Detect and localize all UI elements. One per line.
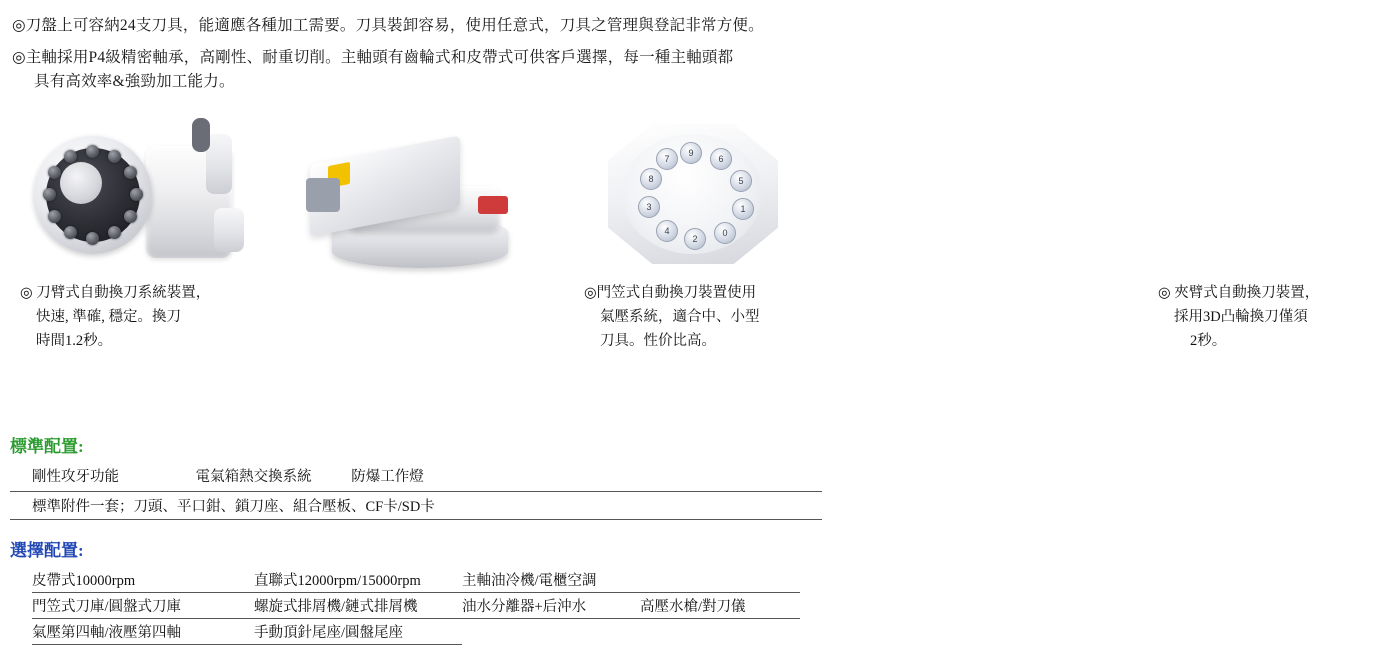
carousel-slot: 9 bbox=[680, 142, 702, 164]
optional-item: 手動頂針尾座/圓盤尾座 bbox=[254, 619, 462, 645]
carousel-slot: 8 bbox=[640, 168, 662, 190]
caption-line: 時間1.2秒。 bbox=[36, 332, 113, 349]
standard-feature: 防爆工作燈 bbox=[351, 469, 424, 485]
table-row bbox=[32, 567, 800, 593]
intro-paragraph-2 bbox=[12, 46, 823, 94]
caption-line: ◎ 刀臂式自動換刀系統裝置， bbox=[20, 285, 211, 302]
optional-item: 油水分離器+后沖水 bbox=[462, 593, 640, 619]
machine-arm bbox=[214, 208, 244, 252]
tool-pocket bbox=[108, 150, 121, 163]
standard-feature: 剛性攻牙功能 bbox=[32, 469, 119, 485]
optional-item: 主軸油冷機/電櫃空調 bbox=[462, 573, 597, 589]
standard-config-body bbox=[10, 463, 822, 520]
caption-line: 採用3D凸輪換刀僅須 bbox=[1174, 308, 1308, 325]
product-image-row bbox=[0, 112, 1320, 362]
optional-item bbox=[640, 567, 800, 593]
machine-spindle bbox=[192, 118, 210, 152]
clamp-arm-atc-photo bbox=[570, 112, 840, 272]
caption-line: 2秒。 bbox=[1190, 332, 1227, 349]
optional-config-table bbox=[32, 567, 800, 645]
carousel-slot: 2 bbox=[684, 228, 706, 250]
tool-pocket bbox=[64, 150, 77, 163]
intro-section bbox=[0, 0, 835, 94]
caption-line: 氣壓系統，適合中、小型 bbox=[600, 308, 760, 325]
carousel-slot: 1 bbox=[732, 198, 754, 220]
standard-feature: 電氣箱熱交換系統 bbox=[195, 469, 312, 485]
standard-config-title: 標準配置: bbox=[10, 437, 84, 456]
optional-item bbox=[462, 619, 640, 645]
optional-item: 高壓水槍/對刀儀 bbox=[640, 593, 800, 619]
carousel-slot: 5 bbox=[730, 170, 752, 192]
arm-type-atc-photo bbox=[10, 112, 280, 272]
tool-pocket bbox=[48, 166, 61, 179]
tool-pocket bbox=[124, 210, 137, 223]
tool-pocket bbox=[64, 226, 77, 239]
tool-pocket bbox=[130, 188, 143, 201]
product-3-caption bbox=[1158, 282, 1388, 354]
tool-pocket bbox=[86, 145, 99, 158]
optional-item: 皮帶式10000rpm bbox=[32, 573, 136, 589]
table-row bbox=[32, 619, 800, 645]
product-2 bbox=[292, 112, 760, 349]
intro-line: ◎刀盤上可容納24支刀具，能適應各種加工需要。刀具裝卸容易，使用任意式，刀具之管理與登記非常方便。 bbox=[12, 17, 764, 34]
optional-item: 門笠式刀庫/圓盤式刀庫 bbox=[32, 593, 254, 619]
optional-config-title: 選擇配置: bbox=[10, 541, 84, 560]
intro-paragraph-1 bbox=[12, 14, 823, 38]
product-1-caption bbox=[20, 282, 282, 354]
carousel-slot: 0 bbox=[714, 222, 736, 244]
caption-line: 快速, 準確, 穩定。換刀 bbox=[36, 308, 181, 325]
machine-motor bbox=[306, 178, 340, 212]
tool-pocket bbox=[43, 188, 56, 201]
gantry-type-atc-photo bbox=[292, 112, 562, 272]
caption-line: ◎門笠式自動換刀裝置使用 bbox=[584, 285, 757, 302]
tool-disc-core bbox=[60, 162, 102, 204]
product-2-caption bbox=[584, 282, 834, 354]
tool-pocket bbox=[86, 232, 99, 245]
optional-item bbox=[640, 619, 800, 645]
standard-config-section bbox=[10, 432, 822, 520]
optional-item: 直聯式12000rpm/15000rpm bbox=[254, 573, 421, 589]
product-1 bbox=[10, 112, 280, 349]
standard-feature-row bbox=[10, 463, 822, 491]
carousel-slot: 7 bbox=[656, 148, 678, 170]
tool-pocket bbox=[108, 226, 121, 239]
tool-pocket bbox=[124, 166, 137, 179]
caption-line: ◎ 夾臂式自動換刀裝置， bbox=[1158, 285, 1320, 302]
carousel-slot: 6 bbox=[710, 148, 732, 170]
carousel-slot: 4 bbox=[656, 220, 678, 242]
carousel-slot: 3 bbox=[638, 196, 660, 218]
tool-disc bbox=[34, 136, 152, 254]
table-row bbox=[32, 593, 800, 619]
machine-red-marker bbox=[478, 196, 508, 214]
optional-config-section bbox=[10, 536, 822, 645]
caption-line: 刀具。性价比高。 bbox=[600, 332, 716, 349]
intro-line: ◎主軸採用P4級精密軸承，高剛性、耐重切削。主軸頭有齒輪式和皮帶式可供客戶選擇，每一種主軸頭都 bbox=[12, 49, 734, 67]
optional-item: 螺旋式排屑機/鏈式排屑機 bbox=[254, 593, 462, 619]
tool-pocket bbox=[48, 210, 61, 223]
standard-accessories-row: 標準附件一套；刀頭、平口鉗、鎖刀座、組合壓板、CF卡/SD卡 bbox=[10, 491, 822, 520]
intro-line: 具有高效率&強勁加工能力。 bbox=[34, 73, 235, 91]
optional-item: 氣壓第四軸/液壓第四軸 bbox=[32, 619, 254, 645]
carousel-face bbox=[622, 134, 762, 254]
